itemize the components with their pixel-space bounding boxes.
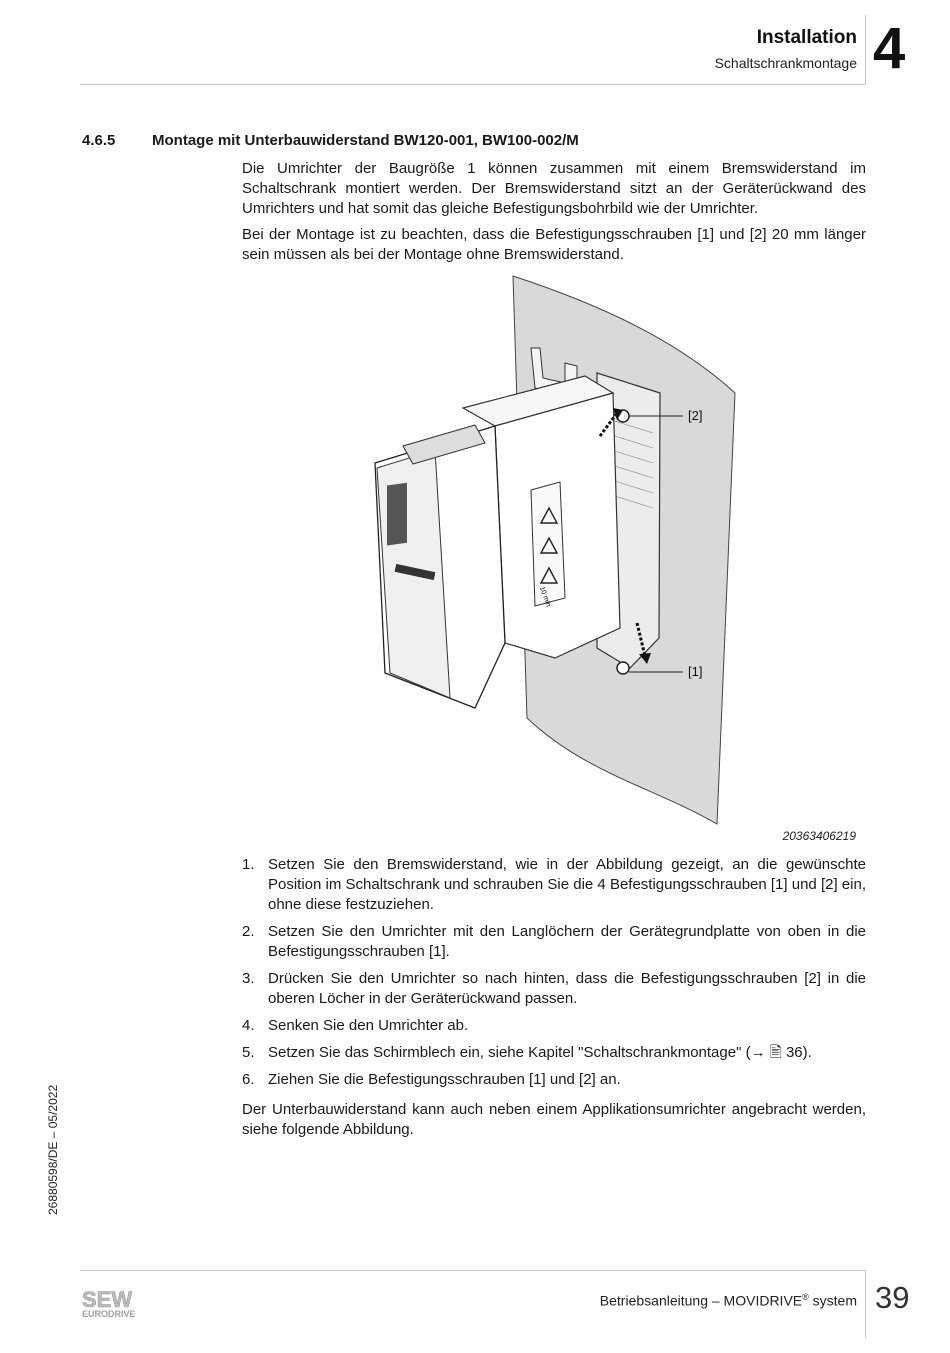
footer-rule	[80, 1270, 865, 1271]
section-number: 4.6.5	[82, 132, 116, 149]
step-number: 5.	[242, 1044, 255, 1061]
footer-manual-title: Betriebsanleitung – MOVIDRIVE	[599, 1292, 803, 1309]
footer-system: system	[808, 1292, 857, 1309]
header-subtitle: Schaltschrankmontage	[714, 55, 857, 71]
list-item	[242, 855, 866, 915]
callout-2: [2]	[688, 408, 703, 423]
document-id: 26880598/DE – 05/2022	[46, 1084, 60, 1215]
chapter-number: 4	[873, 16, 906, 81]
header-title: Installation	[756, 27, 857, 48]
step-number: 3.	[242, 970, 255, 987]
step-text: Senken Sie den Umrichter ab.	[268, 1017, 469, 1034]
section-title: Montage mit Unterbauwiderstand BW120-001, BW100-002/M	[152, 132, 579, 149]
list-item	[242, 922, 866, 962]
warning-label-panel	[531, 482, 565, 606]
header-divider	[865, 15, 866, 85]
step-text: Ziehen Sie die Befestigungsschrauben [1] und [2] an.	[268, 1071, 621, 1088]
step-text: Drücken Sie den Umrichter so nach hinten, dass die Befestigungsschrauben [2] in die oberen Löcher in der Geräterückwand passen.	[268, 970, 866, 1007]
warning-label-text: 10 min	[537, 585, 552, 608]
step-number: 2.	[242, 923, 255, 940]
closing-paragraph: Der Unterbauwiderstand kann auch neben einem Applikationsumrichter angebracht werden, siehe folgende Abbildung.	[242, 1101, 866, 1138]
step-number: 6.	[242, 1071, 255, 1088]
svg-text:SEW: SEW	[82, 1287, 133, 1312]
header-rule	[80, 84, 865, 85]
screw-1	[617, 662, 629, 674]
step-text: Setzen Sie den Umrichter mit den Langlöchern der Gerätegrundplatte von oben in die Befestigungsschrauben [1].	[268, 923, 866, 960]
footer-text	[600, 1292, 857, 1309]
footer-divider	[865, 1270, 866, 1338]
list-item	[242, 1070, 866, 1090]
sew-eurodrive-logo	[82, 1287, 150, 1319]
step-text: Setzen Sie den Bremswiderstand, wie in der Abbildung gezeigt, an die gewünschte Position im Schaltschrank und schrauben Sie die 4 Befestigungsschrauben [1] und [2] ein, ohne diese festzuziehen.	[268, 856, 866, 913]
intro-paragraph-2: Bei der Montage ist zu beachten, dass die Befestigungsschrauben [1] und [2] 20 mm länger sein müssen als bei der Montage ohne Bremswiderstand.	[242, 226, 866, 263]
callout-1: [1]	[688, 664, 703, 679]
list-item	[242, 969, 866, 1009]
intro-paragraph-1: Die Umrichter der Baugröße 1 können zusammen mit einem Bremswiderstand im Schaltschrank montiert werden. Der Bremswiderstand sitzt an der Geräterückwand des Umrichters und hat somit das gleiche Befestigungsbohrbild wie der Umrichter.	[242, 160, 866, 217]
step-number: 1.	[242, 856, 255, 873]
figure-id: 20363406219	[782, 829, 856, 843]
svg-text:EURODRIVE: EURODRIVE	[82, 1309, 136, 1319]
registered-mark: ®	[802, 1292, 809, 1302]
step-number: 4.	[242, 1017, 255, 1034]
page-number: 39	[875, 1280, 910, 1315]
step-text: Setzen Sie das Schirmblech ein, siehe Kapitel "Schaltschrankmontage" (→ 🖹 36).	[268, 1044, 812, 1061]
list-item	[242, 1043, 866, 1063]
instruction-list	[242, 855, 866, 1097]
list-item	[242, 1016, 866, 1036]
mounting-illustration	[355, 268, 765, 828]
